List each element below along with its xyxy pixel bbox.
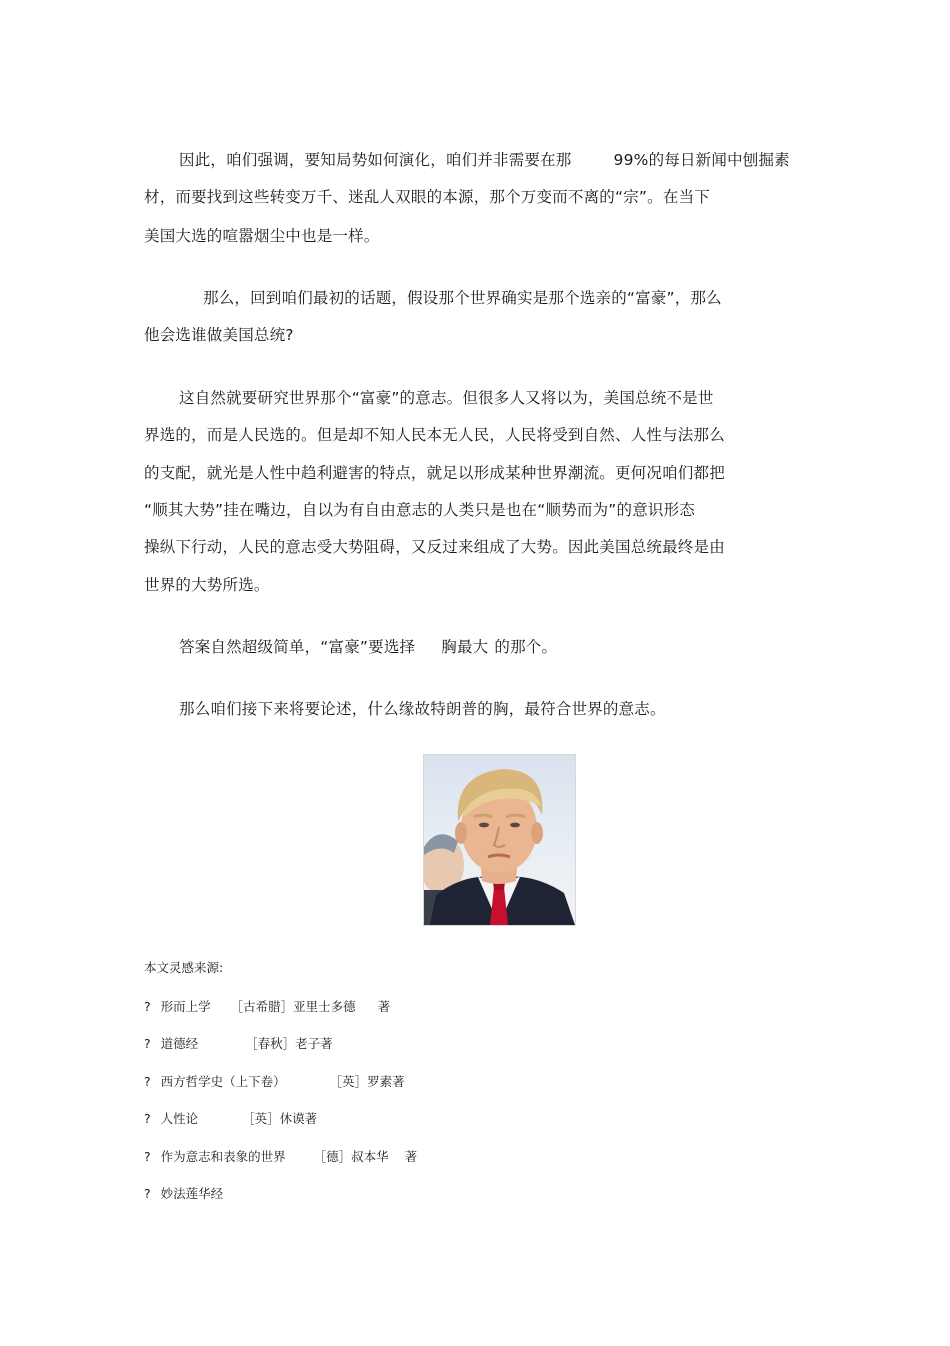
left-eye <box>479 823 489 828</box>
source-author: ［英］休谟著 <box>242 1111 318 1126</box>
p4-text-b: 胸最大 <box>441 638 489 656</box>
p1-percent: 99% <box>613 151 649 169</box>
left-ear <box>455 822 467 844</box>
source-author: ［古希腊］亚里士多德 <box>230 999 356 1014</box>
source-item <box>144 1074 405 1090</box>
source-bullet: ? <box>144 1036 151 1051</box>
paragraph-3-line-5: 操纵下行动，人民的意志受大势阻碍，又反过来组成了大势。因此美国总统最终是由 <box>144 538 725 556</box>
source-bullet: ? <box>144 999 151 1014</box>
p4-text-c: 的那个。 <box>494 638 558 656</box>
source-title: 妙法莲华经 <box>160 1186 224 1201</box>
source-item <box>144 999 390 1015</box>
source-item <box>144 1149 417 1165</box>
paragraph-1-line-2: 材，而要找到这些转变万千、迷乱人双眼的本源，那个万变而不离的“宗”。在当下 <box>144 188 710 206</box>
paragraph-3-line-3: 的支配，就光是人性中趋利避害的特点，就足以形成某种世界潮流。更何况咱们都把 <box>144 464 725 482</box>
source-author: ［德］叔本华 <box>313 1149 389 1164</box>
source-bullet: ? <box>144 1149 151 1164</box>
paragraph-1-line-3: 美国大选的喧嚣烟尘中也是一样。 <box>144 227 380 245</box>
source-item <box>144 1186 223 1202</box>
sources-heading: 本文灵感来源: <box>144 960 224 975</box>
source-title: 人性论 <box>160 1111 199 1126</box>
source-author: ［春秋］老子著 <box>245 1036 333 1051</box>
p1-line1-tail: 的每日新闻中刨掘素 <box>648 151 790 169</box>
portrait-illustration <box>424 755 575 925</box>
paragraph-3-line-1: 这自然就要研究世界那个“富豪”的意志。但很多人又将以为，美国总统不是世 <box>179 389 714 407</box>
source-title: 西方哲学史（上下卷） <box>160 1074 286 1089</box>
source-title: 道德经 <box>160 1036 199 1051</box>
source-title: 形而上学 <box>160 999 211 1014</box>
source-suffix: 著 <box>404 1149 418 1164</box>
paragraph-3-line-6: 世界的大势所选。 <box>144 576 270 594</box>
p4-text-a: 答案自然超级简单，“富豪”要选择 <box>179 638 416 656</box>
paragraph-5: 那么咱们接下来将要论述，什么缘故特朗普的胸，最符合世界的意志。 <box>179 700 666 718</box>
source-bullet: ? <box>144 1186 151 1201</box>
paragraph-3-line-2: 界选的，而是人民选的。但是却不知人民本无人民，人民将受到自然、人性与法那么 <box>144 426 725 444</box>
p1-line1-text: 因此，咱们强调，要知局势如何演化，咱们并非需要在那 <box>179 151 572 169</box>
paragraph-4 <box>179 637 557 657</box>
portrait-photo <box>423 754 576 926</box>
paragraph-3-line-4: “顺其大势”挂在嘴边，自以为有自由意志的人类只是也在“顺势而为”的意识形态 <box>144 501 696 519</box>
source-item <box>144 1036 333 1052</box>
paragraph-2-line-2: 他会选谁做美国总统? <box>144 326 294 344</box>
paragraph-1-line-1 <box>179 150 790 170</box>
right-ear <box>531 822 543 844</box>
source-author: ［英］罗素著 <box>329 1074 405 1089</box>
source-bullet: ? <box>144 1074 151 1089</box>
source-bullet: ? <box>144 1111 151 1126</box>
source-item <box>144 1111 317 1127</box>
paragraph-2-line-1: 那么，回到咱们最初的话题，假设那个世界确实是那个选亲的“富豪”，那么 <box>203 289 722 307</box>
right-eye <box>510 823 520 828</box>
source-suffix: 著 <box>377 999 391 1014</box>
source-title: 作为意志和表象的世界 <box>160 1149 286 1164</box>
